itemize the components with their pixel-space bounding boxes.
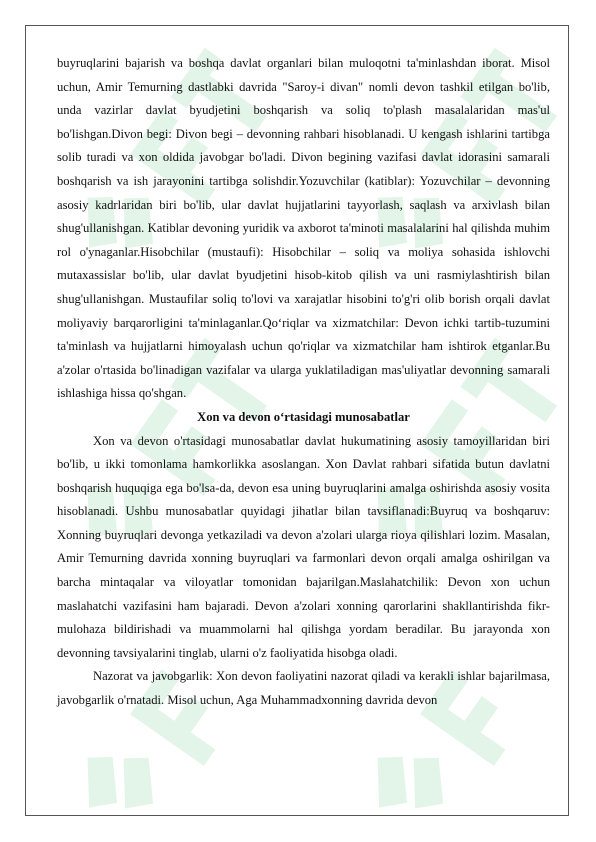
body-paragraph: Nazorat va javobgarlik: Xon devon faoliyatini nazorat qiladi va kerakli ishlar bajarilmasa, javobgarlik o'rnatadi. Misol uchun, Aga Muhammadxonning davrida devon (57, 669, 550, 708)
body-paragraph: buyruqlarini bajarish va boshqa davlat organlari bilan muloqotni ta'minlashdan iborat. Misol uchun, Amir Temurning dastlabki davrida "Saroy-i divan" nomli devon tashkil etilgan bo'lib, unda vazirlar davlat byudjetini boshqarish va soliq to'plash masalalaridan mas'ul bo'lishgan.Divon begi: Divon begi – devonning rahbari hisoblanadi. U kengash ishlarini tartibga solib turadi va xon oldida javobgar bo'ladi. Divon begining vazifasi davlat idorasini samarali boshqarish va ish jarayonini tartibga solishdir.Yozuvchilar (katiblar): Yozuvchilar – devonning asosiy kadrlaridan biri bo'lib, ular davlat hujjatlarini tayyorlash, saqlash va arxivlash bilan shug'ullanishgan. Katiblar devoning yuridik va axborot ta'minoti masalalarini hal qilishda muhim rol o'ynaganlar.Hisobchilar (mustaufi): Hisobchilar – soliq va moliya sohasida ishlovchi mutaxassislar bo'lib, ular davlat byudjetini hisob-kitob qilish va uni rasmiylashtirish bilan shug'ullanishgan. Mustaufilar soliq to'lovi va xarajatlar hisobini to'g'ri olib borish orqali davlat moliyaviy barqarorligini ta'minlaganlar.Qo‘riqlar va xizmatchilar: Devon ichki tartib-tuzumini ta'minlash va hujjatlarni himoyalash uchun qo'riqlar va xizmatchilar ham ishtirok etganlar.Bu a'zolar o'rtasida bo'linadigan vazifalar va ularga yuklatiladigan mas'uliyatlar devonning samarali ishlashiga hissa qo'shgan. (57, 56, 550, 401)
document-body (57, 52, 550, 713)
section-heading: Xon va devon o‘rtasidagi munosabatlar (197, 409, 410, 424)
body-paragraph: Xon va devon o'rtasidagi munosabatlar davlat hukumatining asosiy tamoyillaridan biri bo'lib, u ikki tomonlama hamkorlikka asoslangan. Xon Davlat rahbari sifatida butun davlatni boshqarish huquqiga ega bo'lsa-da, devon esa uning buyruqlarini amalga oshirishda asosiy vosita hisoblanadi. Ushbu munosabatlar quyidagi jihatlar bilan tavsiflanadi:Buyruq va boshqaruv: Xonning buyruqlari devonga yetkaziladi va devon a'zolari ularga rioya qilishlari lozim. Masalan, Amir Temurning davrida xonning buyruqlari va farmonlari devon orqali amalga oshirilgan va barcha mintaqalar va viloyatlar tomonidan bajarilgan.Maslahatchilik: Devon xon uchun maslahatchi vazifasini ham bajaradi. Devon a'zolari xonning qarorlarini shakllantirishda fikr-mulohaza bildirishadi va muammolarni hal qilishga yordam beradilar. Bu jarayonda xon devonning tavsiyalarini tinglab, ularni o'z faoliyatida hisobga oladi. (57, 433, 550, 660)
